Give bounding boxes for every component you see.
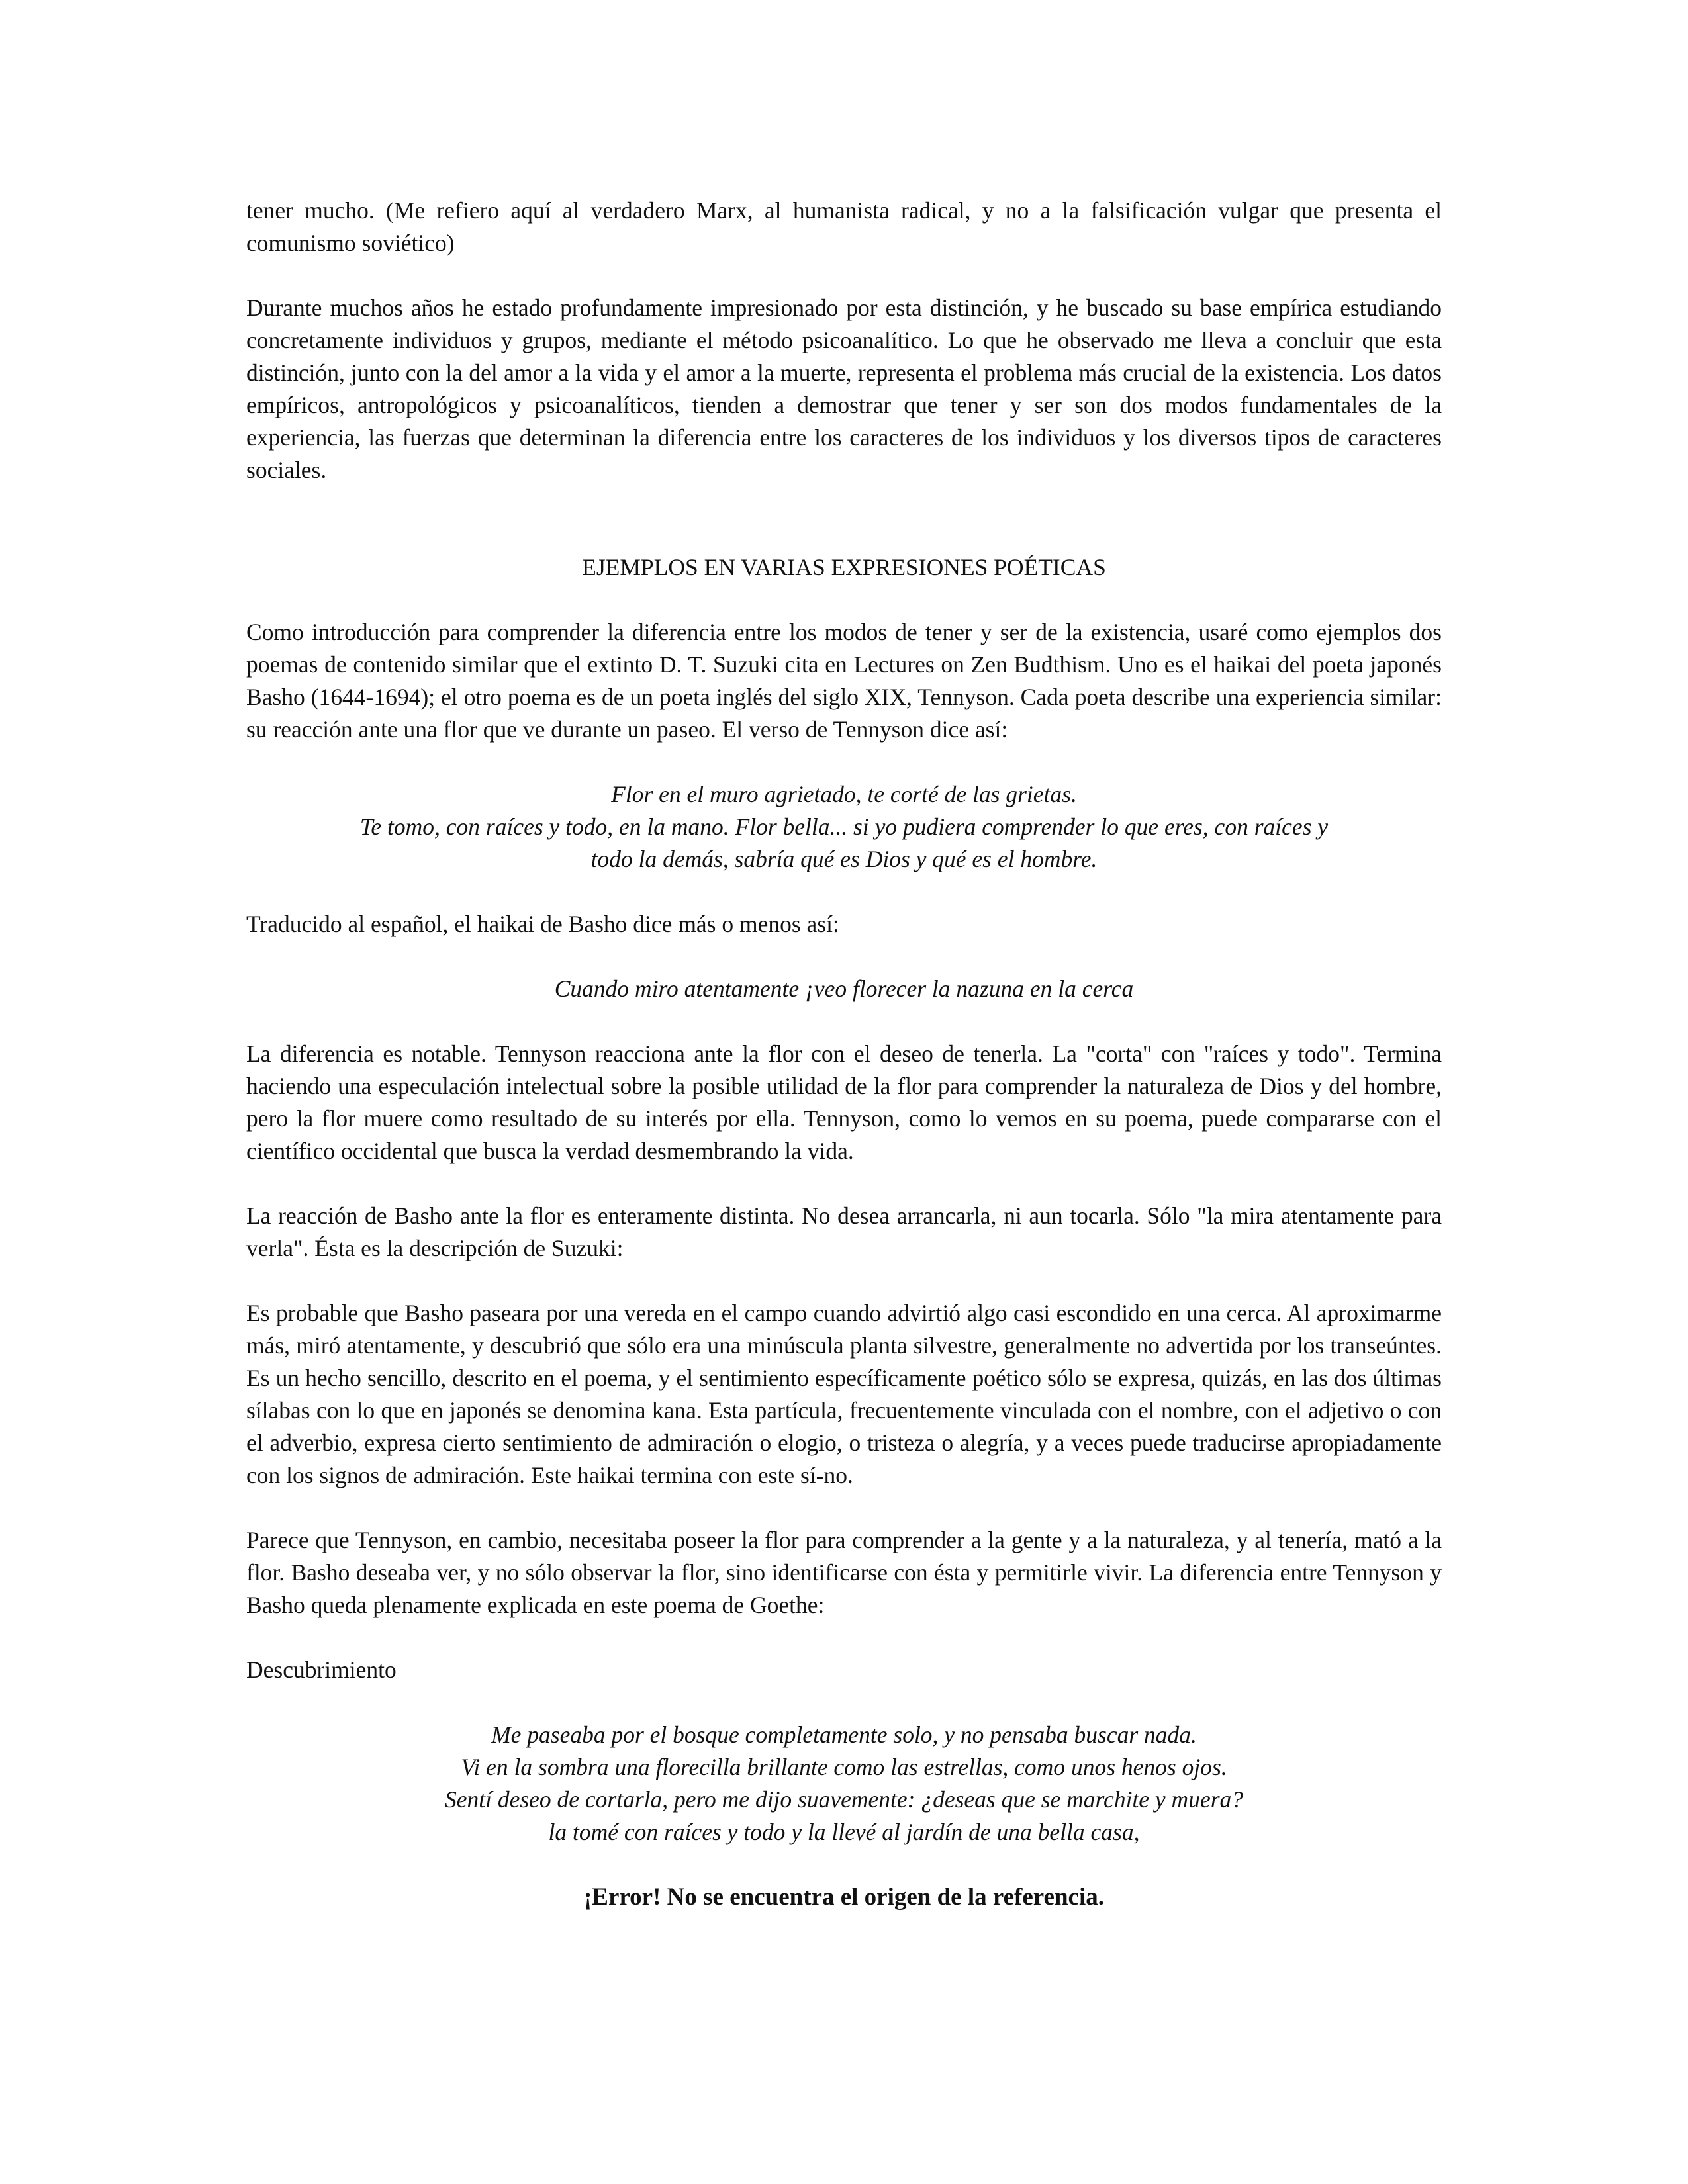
goethe-verse-line: Sentí deseo de cortarla, pero me dijo suavemente: ¿deseas que se marchite y muera? — [444, 1786, 1244, 1813]
paragraph-marx: tener mucho. (Me refiero aquí al verdadero Marx, al humanista radical, y no a la falsificación vulgar que presenta el comunismo soviético) — [246, 197, 1442, 256]
tennyson-verse-line: Flor en el muro agrietado, te corté de las grietas. — [611, 781, 1077, 807]
paragraph-distinction: Durante muchos años he estado profundamente impresionado por esta distinción, y he buscado su base empírica estudiando concretamente individuos y grupos, mediante el método psicoanalítico. Lo que he observado me lleva a concluir que esta distinción, junto con la del amor a la vida y el amor a la muerte, representa el problema más crucial de la existencia. Los datos empíricos, antropológicos y psicoanalíticos, tienden a demostrar que tener y ser son dos modos fundamentales de la experiencia, las fuerzas que determinan la diferencia entre los caracteres de los individuos y los diversos tipos de caracteres sociales. — [246, 295, 1442, 483]
basho-verse: Cuando miro atentamente ¡veo florecer la nazuna en la cerca — [554, 976, 1134, 1002]
reference-error: ¡Error! No se encuentra el origen de la referencia. — [583, 1884, 1104, 1911]
paragraph-difference: La diferencia es notable. Tennyson reacciona ante la flor con el deseo de tenerla. La "corta" con "raíces y todo". Termina haciendo una especulación intelectual sobre la posible utilidad de la flor para comprender la naturaleza de Dios y del hombre, pero la flor muere como resultado de su interés por ella. Tennyson, como lo vemos en su poema, puede compararse con el científico occidental que busca la verdad desmembrando la vida. — [246, 1040, 1442, 1164]
tennyson-verse-line: Te tomo, con raíces y todo, en la mano. Flor bella... si yo pudiera comprender lo que eres, con raíces y — [359, 813, 1329, 840]
paragraph-introduction: Como introducción para comprender la diferencia entre los modos de tener y ser de la existencia, usaré como ejemplos dos poemas de contenido similar que el extinto D. T. Suzuki cita en Lectures on Zen Budthism. Uno es el haikai del poeta japonés Basho (1644-1694); el otro poema es de un poeta inglés del siglo XIX, Tennyson. Cada poeta describe una experiencia similar: su reacción ante una flor que ve durante un paseo. El verso de Tennyson dice así: — [246, 619, 1442, 743]
tennyson-verse — [246, 778, 1442, 876]
poem-title: Descubrimiento — [246, 1657, 397, 1683]
goethe-verse-line: la tomé con raíces y todo y la llevé al jardín de una bella casa, — [548, 1819, 1140, 1845]
paragraph-basho-reaction: La reacción de Basho ante la flor es enteramente distinta. No desea arrancarla, ni aun tocarla. Sólo "la mira atentamente para verla". Ésta es la descripción de Suzuki: — [246, 1203, 1442, 1261]
goethe-verse — [246, 1719, 1442, 1848]
document-page — [246, 195, 1442, 1913]
goethe-verse-line: Vi en la sombra una florecilla brillante como las estrellas, como unos henos ojos. — [461, 1754, 1227, 1780]
goethe-verse-line: Me paseaba por el bosque completamente solo, y no pensaba buscar nada. — [491, 1721, 1197, 1748]
paragraph-goethe-intro: Parece que Tennyson, en cambio, necesitaba poseer la flor para comprender a la gente y a la naturaleza, y al tenería, mató a la flor. Basho deseaba ver, y no sólo observar la flor, sino identificarse con ésta y permitirle vivir. La diferencia entre Tennyson y Basho queda plenamente explicada en este poema de Goethe: — [246, 1527, 1442, 1618]
paragraph-suzuki-description: Es probable que Basho paseara por una vereda en el campo cuando advirtió algo casi escondido en una cerca. Al aproximarme más, miró atentamente, y descubrió que sólo era una minúscula planta silvestre, generalmente no advertida por los transeúntes. Es un hecho sencillo, descrito en el poema, y el sentimiento específicamente poético sólo se expresa, quizás, en las dos últimas sílabas con lo que en japonés se denomina kana. Esta partícula, frecuentemente vinculada con el nombre, con el adjetivo o con el adverbio, expresa cierto sentimiento de admiración o elogio, o tristeza o alegría, y a veces puede traducirse apropiadamente con los signos de admiración. Este haikai termina con este sí-no. — [246, 1300, 1442, 1488]
tennyson-verse-line: todo la demás, sabría qué es Dios y qué es el hombre. — [590, 846, 1098, 872]
paragraph-translation: Traducido al español, el haikai de Basho dice más o menos así: — [246, 911, 839, 937]
section-heading: EJEMPLOS EN VARIAS EXPRESIONES POÉTICAS — [582, 554, 1106, 580]
